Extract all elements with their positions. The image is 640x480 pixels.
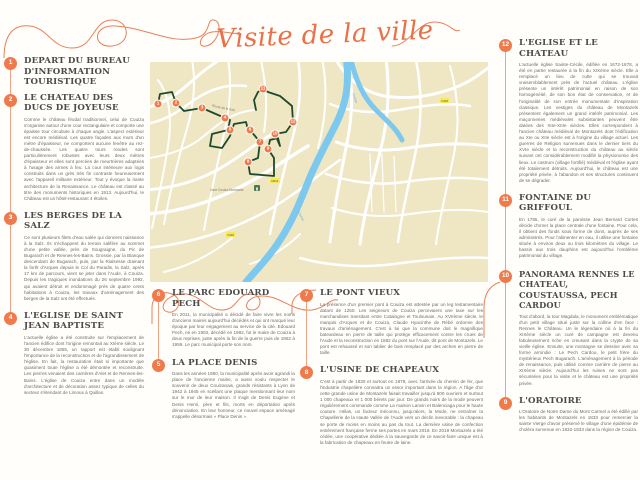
map-marker-3[interactable]: 3 xyxy=(198,104,207,113)
road-badge: D613 xyxy=(271,178,279,183)
map-marker-6[interactable]: 6 xyxy=(246,126,255,135)
page-title: Visite de la ville xyxy=(215,15,435,55)
entry-2[interactable] xyxy=(4,93,144,202)
route-map[interactable] xyxy=(150,62,488,282)
entry-title-8: L'USINE DE CHAPEAUX xyxy=(320,365,440,376)
entry-body-4: L'actuelle église a été construite sur l'emplacement de l'ancien édifice dont l'origine remontait au XIème siècle. Le 30 décembre 1855, un rapport est établi soulignant l'importance de la reconstruction et de l'agrandissement de l'église. En fait, la restauration était si importante que quasiment toute l'église a été démontée et reconstruite. Les pierres venaient des carrières d'Alet et de Rennes-les-Bains. L'église de Couiza entre dans un modèle d'architecture et de décoration assez typique de celles du secteur s'étendant de Limoux à Quillan. xyxy=(24,334,144,395)
entry-marker-8[interactable]: 8 xyxy=(300,366,313,379)
entry-rail xyxy=(505,207,506,271)
entry-rail xyxy=(306,302,307,367)
entry-10[interactable] xyxy=(499,269,638,387)
entry-body-2: Comme le château féodal traditionnel, celui de Couiza s'organise autour d'une cour rectangulaire et comporte une épaisse tour circulaire à chaque angle. L'aspect extérieur est encore médiéval. Les quatre façades aux murs d'un mètre d'épaisseur, ne comportent aucune fenêtre au rez-de-chaussée. Les quatre tours rondes sont particulièrement robustes avec leurs deux mètres d'épaisseur et elles sont percées de meurtrières adaptées à l'usage des armes à feu. La cour intérieure aux logis construits dans un grès très fin contraste heureusement avec l'appareil militaire extérieur. Tout y évoque la riante architecture de la Renaissance. Le château est classé au titre des monuments historiques en 1913. Aujourd'hui, le Château est un hôtel-restaurant 4 étoiles. xyxy=(24,116,144,201)
map-label: Gare Couiza-Montazels xyxy=(210,188,244,192)
entry-12[interactable] xyxy=(499,38,638,184)
entry-8[interactable] xyxy=(300,365,483,446)
entry-7[interactable] xyxy=(300,288,483,356)
entry-marker-10[interactable]: 10 xyxy=(499,270,512,283)
entry-body-11: En 1785, le curé de la paroisse Jean Bernard Cortes décide d'orner la place centrale d'une fontaine. Pour cela, il obtient des fonds sous forme de dons, auprès de ses administrés. Pour l'alimenter en eau, il utilise une fontaine située à environ deux ou trois kilomètres du village. Le bassin aux trois dauphins est aujourd'hui l'emblème patrimonial du village. xyxy=(519,216,638,259)
column-mid-left xyxy=(152,288,295,429)
entry-title-2: LE CHATEAU DES DUCS DE JOYEUSE xyxy=(24,92,119,113)
entry-rail xyxy=(505,283,506,398)
entry-title-6: LE PARC EDOUARD PECH xyxy=(172,288,270,309)
entry-3[interactable] xyxy=(4,211,144,302)
entry-body-3: Ce sont plusieurs filets d'eau salée qui donnent naissance à la Salz. Ils s'échappent du terrain salifère au sommet d'une petite vallée, près de Sougraigne, du Pic de Bugarach et de Rennes-les-Bains. Grossie, par la Blanque descendant de Bugarach, puis, par la Rialsesse drainant la forêt d'Arques depuis le Col du Paradis, la Salz, après 17 km de parcours, vient se jeter dans l'Aude, à Couiza. Depuis les tragiques inondations du 26 septembre 1992, qui avaient détruit et endommagé près de quatre cents habitations à Couiza, les travaux d'aménagement des berges de la Salz ont été effectués. xyxy=(24,234,144,301)
entry-marker-11[interactable]: 11 xyxy=(499,194,512,207)
entry-9[interactable] xyxy=(499,396,638,434)
map-marker-8[interactable]: 8 xyxy=(244,158,253,167)
entry-title-10: PANORAMA RENNES LE CHATEAU, COUSTAUSSA, PECH CARDOU xyxy=(519,268,635,311)
entry-title-7: LE PONT VIEUX xyxy=(320,288,401,298)
entry-title-9: L'ORATOIRE xyxy=(519,395,582,406)
map-marker-5[interactable]: 5 xyxy=(226,126,235,135)
entry-rail xyxy=(158,302,159,360)
column-left xyxy=(4,56,144,405)
entry-body-7: La présence d'un premier pont à Couiza est attestée par un leg testamentaire datant de 1250. Les seigneurs de Couiza percevaient une taxe sur les marchandises transitant entre Catalogne et Toulousain. Au XVIIème siècle, le marquis d'Arques et de Couiza, Claude Hyacinthe de Rébé ordonne des travaux d'aménagement. C'est à lui que la commune doit le magnifique bateardeau en pierre de taille qui protège efficacement contre les crues de l'Aude et la reconstruction en 1882 du pont sur l'Aude, dit pont de Montazels. Le pont est rehaussé et son tablier de bois remplacé par des arches en pierre de taille. xyxy=(320,301,483,356)
entry-5[interactable] xyxy=(152,358,295,420)
entry-title-4: L'EGLISE DE SAINT JEAN BAPTISTE xyxy=(24,310,124,332)
train-station-icon: ▮ xyxy=(255,185,259,191)
road-badge: D118 xyxy=(227,232,234,237)
entry-4[interactable] xyxy=(4,311,144,396)
map-marker-2[interactable]: 2 xyxy=(172,99,181,108)
entry-marker-12[interactable]: 12 xyxy=(499,39,512,52)
entry-marker-7[interactable]: 7 xyxy=(300,289,313,302)
entry-title-1: DEPART DU BUREAU D'INFORMATION TOURISTIQUE xyxy=(24,56,130,87)
map-marker-7[interactable]: 7 xyxy=(256,138,265,147)
entry-body-8: C'est à partir de 1830 et surtout en 1878, avec l'arrivée du chemin de fer, que l'industrie chapelière connaitra un essor important dans la région. A l'âge d'or cette grande usine de Montazels faisait travailler jusqu'à 600 ouvriers et surtout 1 000 chapeaux et 1 000 bérets par jour. De grands noirs de la mode peuvent régulièrement commande comme La maison Lanvin et Balenciaga pour le haute couture. Hélas, un facteur méconnu, jusqu'alors, la Mode, ne entraîner la Chapellerie de la Haute Vallée de l'Aude vers un déclin inexorable : la chapeau se porte de moins en moins au pas du tout. La dernière usine de confection entièrement française ferme ses portes en mars 2018. En 2019 Montazels a été cédée, une coopérative dédiée à la sauvegarde de ce savoir-faire unique est à la fabrication de chapeaux en feutre de laine. xyxy=(320,378,483,445)
column-mid-right xyxy=(300,288,483,455)
entry-body-5: Dans les années 1960, la municipalité après avoir agrandi la place de l'ancienne mairie, a aussi voulu respecter le souvenir de deux Couizanais, grands résistants à Lyon de 1942 à 1945 en scellant une plaque mentionnant leur nom sur le mur de leur maison. Il s'agit de Denis Eugène et Denis Henri, père et fils, morts en déportation après dénonciation. En leur honneur, ce nouvel espace aménagé s'appelle désormais « Place Denis ». xyxy=(172,371,295,419)
entry-rail xyxy=(10,107,11,213)
entry-title-3: LES BERGES DE LA SALZ xyxy=(24,210,122,232)
entry-title-11: FONTAINE DU GRIFFOUL xyxy=(519,192,592,214)
entry-marker-1[interactable]: 1 xyxy=(4,57,17,70)
entry-11[interactable] xyxy=(499,193,638,260)
map-label: Couiza xyxy=(351,92,359,104)
river-aude xyxy=(246,62,348,282)
road-badge: D118 xyxy=(441,98,448,103)
entry-marker-6[interactable]: 6 xyxy=(152,289,165,302)
map-label: Route de la Salz xyxy=(211,103,236,113)
entry-title-12: L'EGLISE ET LE CHATEAU xyxy=(519,38,599,59)
map-marker-9[interactable]: 9 xyxy=(264,145,273,154)
entry-marker-4[interactable]: 4 xyxy=(4,312,17,325)
entry-marker-2[interactable]: 2 xyxy=(4,94,17,107)
entry-body-10: Tout d'abord, la tour Magdala, le monument emblématique d'un petit village situé juste sur la colline d'en face : Rennes le Château. Un le légendaire où à la fin du XIXème siècle un curé de campagne est devenu fabuleusement riche en creusant dans la crypte de sa vieille église. Ensuite, une montagne se dessine avec sa forme arrondie : Le Pech Cardou, le petit frère du mystérieux Pech Bugarach. L'aménagement à la période de renaissance, puis utilisé comme carrière de pierre au XIXème siècle. Aujourd'hui les ruines ne sont pas sécurisées pour la visite et le château est une propriété privée. xyxy=(519,313,638,386)
map-marker-1[interactable]: 1 xyxy=(154,100,163,109)
entry-6[interactable] xyxy=(152,288,295,349)
map-graphics xyxy=(150,62,488,282)
map-marker-10[interactable]: 10 xyxy=(271,130,280,139)
entry-rail xyxy=(505,52,506,195)
entry-marker-3[interactable]: 3 xyxy=(4,212,17,225)
entry-marker-5[interactable]: 5 xyxy=(152,359,165,372)
entry-body-12: L'actuelle église Sainte-Cécile, édifiée en 1672-1678, a été en partie restaurée à la fin du XIXème siècle. Elle a remplacé un lieu de culte qui se trouvait vraisemblablement près de l'actuel château. L'église présente un intérêt patrimonial en raison de son homogénéité, de son bon état de conservation, et de l'originalité de son entrée monumentale d'inspiration classique. Les vestiges du château de Montazels présentent également un grand intérêt patrimonial. Les maçonneries médiévales subsistantes peuvent être datées des XIIe-XIIIe siècles. Elles correspondent à l'ancien château médiéval de Montazels dont l'édification au XIe ou XIIe siècle est à l'origine du village actuel. Les guerres de Religion survenues dans le dernier tiers du XVIe siècle et la reconstruction du château au siècle suivant ont considérablement modifié la physionomie des lieux. Le castrum (village fortifié) médiéval et l'église ayant été totalement détruits. Aujourd'hui, le château est une propriété privée, à l'abandon et ses structures continuent de se dégrader. xyxy=(519,62,638,183)
map-marker-12[interactable]: 12 xyxy=(289,118,298,127)
decorative-swirl-top xyxy=(0,14,240,62)
entry-body-6: En 2011, la municipalité a décidé de faire vivre les noms d'anciens maires aujourd'hui décédés et qui ont marqué leur époque par leur engagement au service de la cité. Edouard Pech, né en 1903, décédé en 1992, fut le maire de Couiza à deux reprises, juste après la fin de la guerre puis de 1952 à 1959. Le parc municipal porte son nom. xyxy=(172,312,295,348)
entry-title-5: LA PLACE DENIS xyxy=(172,357,258,368)
entry-rail xyxy=(10,225,11,313)
entry-1[interactable] xyxy=(4,56,144,88)
entry-marker-9[interactable]: 9 xyxy=(499,397,512,410)
column-right xyxy=(499,38,638,443)
map-label: Couiza xyxy=(296,210,306,222)
entry-body-9: L'Oratoire de Notre Dame du Mont Carmel a été édifié par les habitants de Montazels en 1833 pour remercier la sainte Vierge d'avoir préservé le village d'une épidémie de choléra survenue en 1832-1833 dans la région de Couiza. xyxy=(519,409,638,433)
map-marker-11[interactable]: 11 xyxy=(259,85,268,94)
map-marker-4[interactable]: 4 xyxy=(221,114,230,123)
